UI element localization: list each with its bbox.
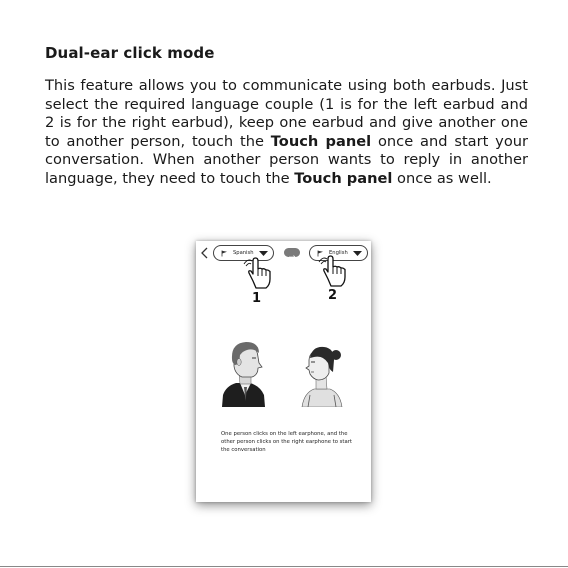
- back-arrow-icon[interactable]: [200, 247, 210, 259]
- instruction-paragraph: [45, 77, 528, 189]
- left-language-label: Spanish: [233, 250, 254, 256]
- woman-portrait-image: [296, 343, 346, 407]
- right-earbud-number: 2: [328, 288, 338, 303]
- paragraph-text: once as well.: [392, 169, 492, 187]
- touch-panel-term: Touch panel: [294, 169, 393, 187]
- man-portrait-image: [220, 339, 270, 407]
- flag-icon: [221, 250, 228, 257]
- section-heading: Dual-ear click mode: [45, 44, 215, 62]
- pointing-hand-icon: [243, 255, 273, 289]
- swap-icon: [284, 254, 300, 263]
- pointing-hand-icon: [318, 253, 348, 287]
- chevron-down-icon: [353, 251, 362, 256]
- swap-languages-button[interactable]: [284, 248, 300, 257]
- paragraph-text: once and start your conversation. When another person wants to reply in another language, they need to touch the: [45, 132, 529, 187]
- illustration-caption: One person clicks on the left earphone, and the other person clicks on the right earphone to start the conversation: [221, 431, 352, 454]
- right-language-label: English: [329, 250, 348, 256]
- left-earbud-number: 1: [252, 291, 262, 306]
- phone-screen-illustration: [196, 241, 371, 502]
- paragraph-text: This feature allows you to communicate using both earbuds. Just select the required language couple (1 is for the left earbud and 2 is for the right earbud), keep one earbud and give another one to another person, touch the: [45, 77, 528, 150]
- touch-panel-term: Touch panel: [270, 132, 372, 150]
- page-divider: [0, 566, 568, 567]
